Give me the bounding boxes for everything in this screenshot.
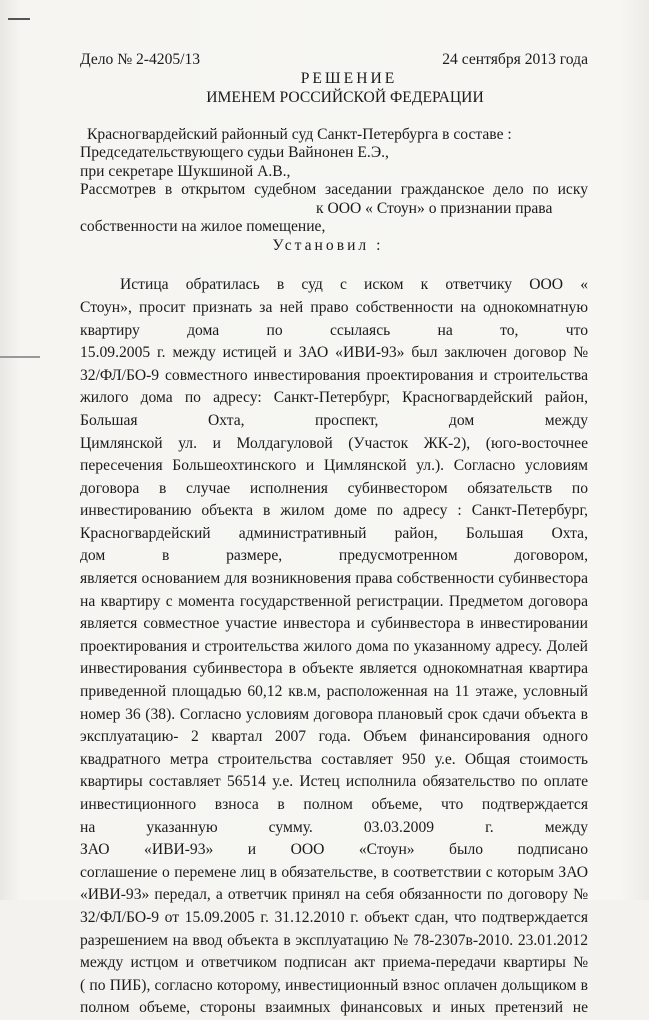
body-line: дом в размере, предусмотренном договором,: [80, 547, 588, 565]
body-line: инвестированию объекта в жилом доме по адресу : Санкт-Петербург,: [80, 502, 588, 520]
intro-block: [80, 126, 588, 236]
intro-line: собственности на жилое помещение,: [80, 217, 326, 235]
body-line: договора в случае исполнения субинвестором обязательств по: [80, 479, 588, 497]
scan-mark-top: [8, 18, 30, 20]
body-line: является основанием для возникновения права собственности субинвестора: [80, 570, 588, 588]
body-line: квадратного метра строительства составляет 950 у.е. Общая стоимость: [80, 750, 588, 768]
document-header: [80, 50, 588, 70]
body-line: Истица обратилась в суд с иском к ответчику ООО «: [120, 276, 588, 294]
intro-line: Рассмотрев в открытом судебном заседании гражданское дело по иску: [80, 181, 588, 199]
body-line: пересечения Большеохтинского и Цимлянской ул.). Согласно условиям: [80, 457, 588, 475]
body-line: Большая Охта, проспект, дом между: [80, 411, 588, 429]
body-line: «ИВИ-93» передал, а ответчик принял на себя обязанности по договору №: [80, 886, 588, 904]
document-subtitle: ИМЕНЕМ РОССИЙСКОЙ ФЕДЕРАЦИИ: [206, 89, 484, 106]
body-line: инвестирования субинвестора в объекте является однокомнатная квартира: [80, 660, 588, 678]
body-line: ( по ПИБ), согласно которому, инвестиционный взнос оплачен дольщиком в: [80, 976, 588, 994]
body-line: разрешением на ввод объекта в эксплуатацию № 78-2307в-2010. 23.01.2012: [80, 931, 588, 949]
body-line: соглашение о перемене лиц в обязательстве, в соответствии с которым ЗАО: [80, 863, 588, 881]
body-line: 32/ФЛ/БО-9 от 15.09.2005 г. 31.12.2010 г. объект сдан, что подтверждается: [80, 908, 588, 926]
body-line: 15.09.2005 г. между истицей и ЗАО «ИВИ-93» был заключен договор №: [80, 344, 588, 362]
body-line: Красногвардейский административный район, Большая Охта,: [80, 524, 588, 542]
intro-line: Красногвардейский районный суд Санкт-Петербурга в составе :: [87, 126, 512, 143]
body-line: проектирования и строительства жилого дома по указанному адресу. Долей: [80, 637, 588, 655]
decision-date: 24 сентября 2013 года: [442, 51, 588, 68]
body-line: на указанную сумму. 03.03.2009 г. между: [80, 818, 588, 836]
case-number: Дело № 2-4205/13: [80, 51, 201, 68]
decision-body: [80, 274, 588, 1020]
body-line: квартиру дома по ссылаясь на то, что: [80, 321, 588, 339]
body-line: 32/ФЛ/БО-9 совместного инвестирования проектирования и строительства: [80, 366, 588, 384]
intro-line: к ООО « Стоун» о признании права: [316, 199, 553, 217]
body-line: полном объеме, стороны взаимных финансовых и иных претензий не: [80, 999, 588, 1017]
body-line: номер 36 (38). Согласно условиям договора плановый срок сдачи объекта в: [80, 705, 588, 723]
body-line: инвестиционного взноса в полном объеме, что подтверждается: [80, 796, 588, 813]
court-decision-document: [80, 50, 588, 1020]
document-title: РЕШЕНИЕ: [300, 70, 398, 87]
body-line: между истцом и ответчиком подписан акт приема-передачи квартиры №: [80, 954, 588, 972]
body-line: на квартиру с момента государственной регистрации. Предметом договора: [80, 592, 588, 610]
body-line: квартиры составляет 56514 у.е. Истец исполнила обязательство по оплате: [80, 773, 588, 791]
body-line: приведенной площадью 60,12 кв.м, расположенная на 11 этаже, условный: [80, 683, 588, 701]
body-line: ЗАО «ИВИ-93» и ООО «Стоун» было подписано: [80, 841, 588, 859]
intro-line: Председательствующего судьи Вайнонен Е.Э.,: [80, 144, 389, 162]
body-line: является совместное участие инвестора и субинвестора в инвестировании: [80, 615, 588, 633]
body-line: Цимлянской ул. и Молдагуловой (Участок ЖК-2), (юго-восточнее: [80, 434, 588, 452]
established-heading: Установил :: [272, 237, 384, 255]
scan-mark-left: [0, 356, 40, 358]
body-line: эксплуатацию- 2 квартал 2007 года. Объем финансирования одного: [80, 728, 588, 746]
body-line: жилого дома по адресу: Санкт-Петербург, Красногвардейский район,: [80, 389, 588, 407]
body-line: Стоун», просит признать за ней право собственности на однокомнатную: [80, 298, 588, 316]
intro-line: при секретаре Шукшиной А.В.,: [80, 162, 291, 180]
